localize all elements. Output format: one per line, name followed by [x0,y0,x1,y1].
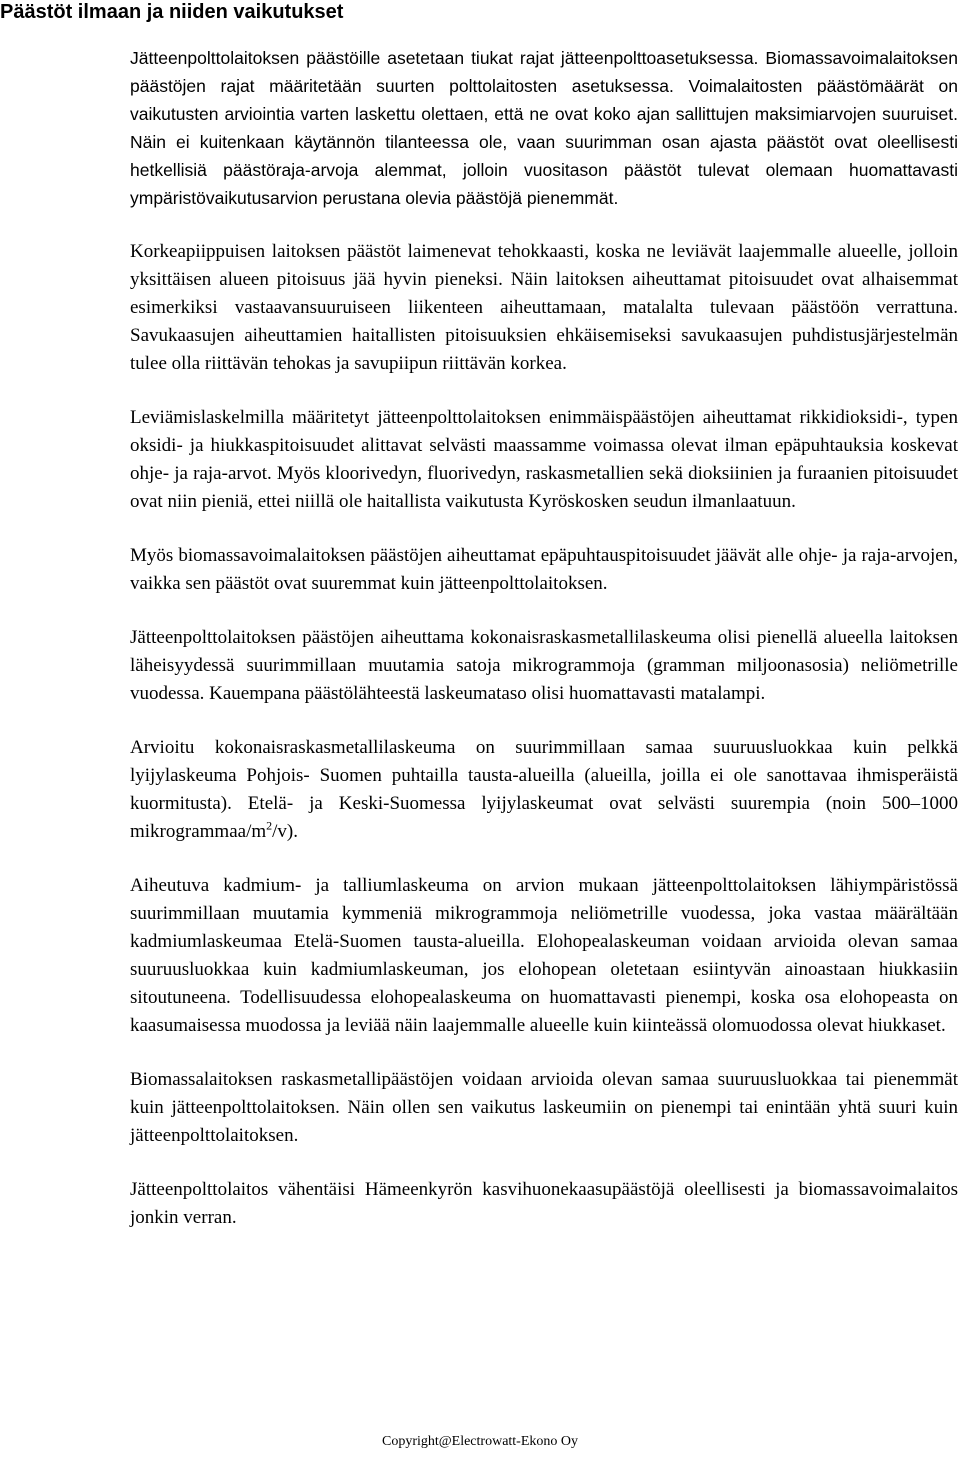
paragraph-greenhouse-gases: Jätteenpolttolaitos vähentäisi Hämeenkyrön kasvihuonekaasupäästöjä oleellisesti ja biomassavoimalaitos jonkin verran. [130,1179,958,1228]
paragraph-heavy-metal-deposition: Jätteenpolttolaitoksen päästöjen aiheuttama kokonaisraskasmetallilaskeuma olisi pienellä alueella laitoksen läheisyydessä suurimmillaan muutamia satoja mikrogrammoja (gramman miljoonasosia) neliömetrille vuodessa. Kauempana päästölähteestä laskeumataso olisi huomattavasti matalampi. [130,627,958,704]
paragraph-lead-text: Arvioitu kokonaisraskasmetallilaskeuma on suurimmillaan samaa suuruusluokkaa kuin pelkkä lyijylaskeuma Pohjois- Suomen puhtailla tausta-alueilla (alueilla, joilla ei ole sanottavaa ihmisperäistä kuormitusta). Etelä- ja Keski-Suomessa lyijylaskeumat ovat selvästi suurempia (noin 500–1000 mikrogrammaa/m [130,737,958,842]
paragraph-lead-text-end: /v). [272,821,298,842]
paragraph-dispersion-calculations: Leviämislaskelmilla määritetyt jätteenpolttolaitoksen enimmäispäästöjen aiheuttamat rikkidioksidi-, typen oksidi- ja hiukkaspitoisuudet alittavat selvästi maassamme voimassa olevat ilman epäpuhtauksia koskevat ohje- ja raja-arvot. Myös kloorivedyn, fluorivedyn, raskasmetallien sekä dioksiinien ja furaanien pitoisuudet ovat niin pieniä, ettei niillä ole haitallista vaikutusta Kyröskosken seudun ilmanlaatuun. [130,407,958,512]
page-title: Päästöt ilmaan ja niiden vaikutukset [0,1,344,23]
paragraph-biomass-heavy-metals: Biomassalaitoksen raskasmetallipäästöjen voidaan arvioida olevan samaa suuruusluokkaa tai pienemmät kuin jätteenpolttolaitoksen. Näin ollen sen vaikutus laskeumiin on pienempi tai enintään yhtä suuri kuin jätteenpolttolaitoksen. [130,1069,958,1146]
paragraph-emission-limits: Jätteenpolttolaitoksen päästöille asetetaan tiukat rajat jätteenpolttoasetuksessa. Biomassavoimalaitoksen päästöjen rajat määritetään suurten polttolaitosten asetuksessa. Voimalaitosten päästömäärät on vaikutusten arviointia varten laskettu olettaen, että ne ovat koko ajan sallittujen maksimiarvojen suuruiset. Näin ei kuitenkaan käytännön tilanteessa ole, vaan suurimman osan ajasta päästöt ovat oleellisesti hetkellisiä päästöraja-arvoja alemmat, jolloin vuositason päästöt tulevat olemaan huomattavasti ympäristövaikutusarvion perustana olevia päästöjä pienemmät. [130,48,958,208]
paragraph-biomass-plant-emissions: Myös biomassavoimalaitoksen päästöjen aiheuttamat epäpuhtauspitoisuudet jäävät alle ohje- ja raja-arvojen, vaikka sen päästöt ovat suuremmat kuin jätteenpolttolaitoksen. [130,545,958,594]
paragraph-lead-deposition-comparison [130,734,958,846]
paragraph-cadmium-mercury: Aiheutuva kadmium- ja talliumlaskeuma on arvion mukaan jätteenpolttolaitoksen lähiympäristössä suurimmillaan muutamia kymmeniä mikrogrammoja neliömetrille vuodessa, joka vastaa määrältään kadmiumlaskeumaa Etelä-Suomen tausta-alueilla. Elohopealaskeuman voidaan arvioida olevan samaa suuruusluokkaa kuin kadmiumlaskeuman, jos elohopean oletetaan esiintyvän ainoastaan hiukkasiin sitoutuneena. Todellisuudessa elohopealaskeuma on huomattavasti pienempi, koska osa elohopeasta on kaasumaisessa muodossa ja leviää näin laajemmalle alueelle kuin kiinteässä olomuodossa olevat hiukkaset. [130,875,958,1036]
paragraph-tall-stack-dispersion: Korkeapiippuisen laitoksen päästöt laimenevat tehokkaasti, koska ne leviävät laajemmalle alueelle, jolloin yksittäisen alueen pitoisuus jää hyvin pieneksi. Näin laitoksen aiheuttamat pitoisuudet ovat alhaisemmat esimerkiksi vastaavansuuruiseen liikenteen aiheuttamaan, matalalta tulevaan päästöön verrattuna. Savukaasujen aiheuttamien haitallisten pitoisuuksien ehkäisemiseksi savukaasujen puhdistusjärjestelmän tulee olla riittävän tehokas ja savupiipun riittävän korkea. [130,241,958,374]
document-body [130,44,958,1258]
copyright-footer: Copyright@Electrowatt-Ekono Oy [381,1434,579,1449]
superscript-2: 2 [266,818,273,833]
